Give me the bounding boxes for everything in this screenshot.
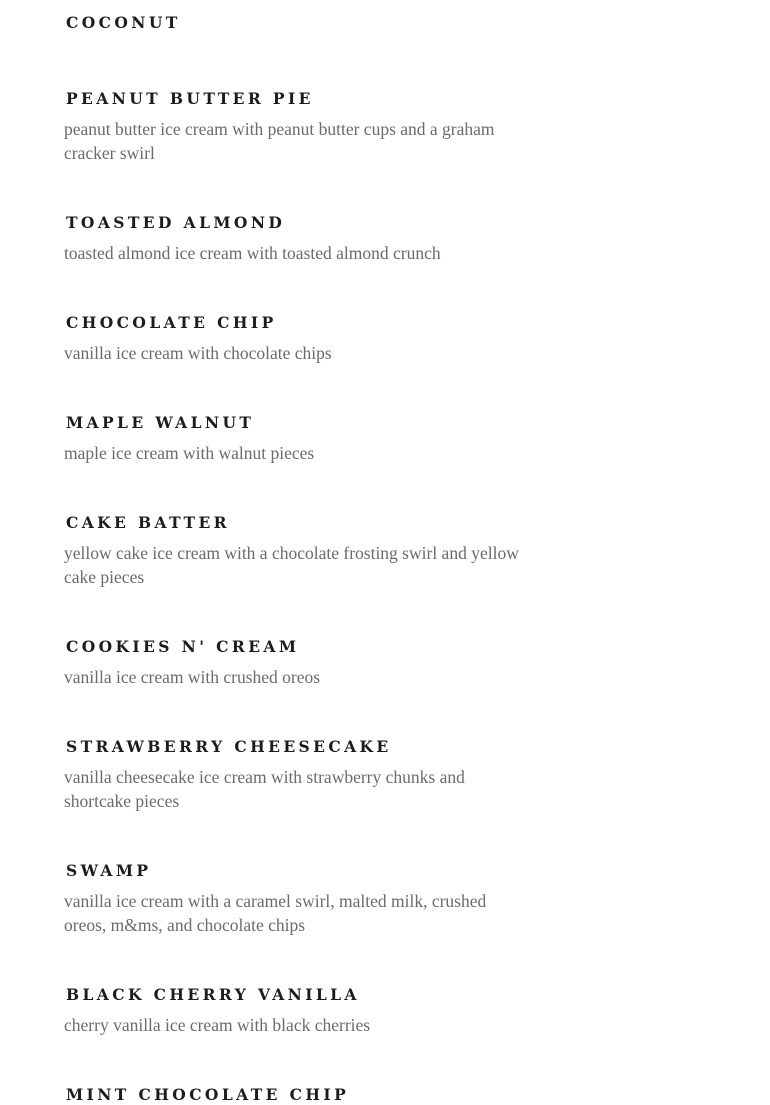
item-name: COOKIES N' CREAM	[66, 637, 300, 656]
item-description: vanilla ice cream with a caramel swirl, malted milk, crushed oreos, m&ms, and chocolate chips	[64, 891, 487, 935]
item-name: CAKE BATTER	[66, 513, 230, 532]
menu-item-swamp	[64, 861, 524, 937]
item-description: cherry vanilla ice cream with black cherries	[64, 1015, 371, 1035]
menu-item-cake-batter	[64, 513, 524, 589]
item-name: BLACK CHERRY VANILLA	[66, 985, 360, 1004]
menu-item-black-cherry-vanilla	[64, 985, 524, 1037]
menu-item-mint-chocolate-chip	[64, 1085, 524, 1105]
item-description: vanilla ice cream with crushed oreos	[64, 667, 321, 687]
item-name: STRAWBERRY CHEESECAKE	[66, 737, 392, 756]
item-description: vanilla cheesecake ice cream with strawberry chunks and shortcake pieces	[64, 767, 465, 811]
menu-item-strawberry-cheesecake	[64, 737, 524, 813]
item-description: maple ice cream with walnut pieces	[64, 443, 315, 463]
item-name: PEANUT BUTTER PIE	[66, 89, 314, 108]
item-name: COCONUT	[66, 13, 181, 32]
item-description: toasted almond ice cream with toasted almond crunch	[64, 243, 441, 263]
item-name: CHOCOLATE CHIP	[66, 313, 277, 332]
item-description: vanilla ice cream with chocolate chips	[64, 343, 332, 363]
item-name: MINT CHOCOLATE CHIP	[66, 1085, 350, 1104]
item-name: TOASTED ALMOND	[66, 213, 286, 232]
item-description: peanut butter ice cream with peanut butter cups and a graham cracker swirl	[64, 119, 495, 163]
item-name: MAPLE WALNUT	[66, 413, 255, 432]
menu-item-chocolate-chip	[64, 313, 524, 365]
item-description: yellow cake ice cream with a chocolate frosting swirl and yellow cake pieces	[64, 543, 519, 587]
menu-item-coconut	[64, 13, 524, 33]
menu-item-cookies-n-cream	[64, 637, 524, 689]
menu-item-toasted-almond	[64, 213, 524, 265]
menu-item-peanut-butter-pie	[64, 89, 524, 165]
menu-item-maple-walnut	[64, 413, 524, 465]
item-name: SWAMP	[66, 861, 152, 880]
